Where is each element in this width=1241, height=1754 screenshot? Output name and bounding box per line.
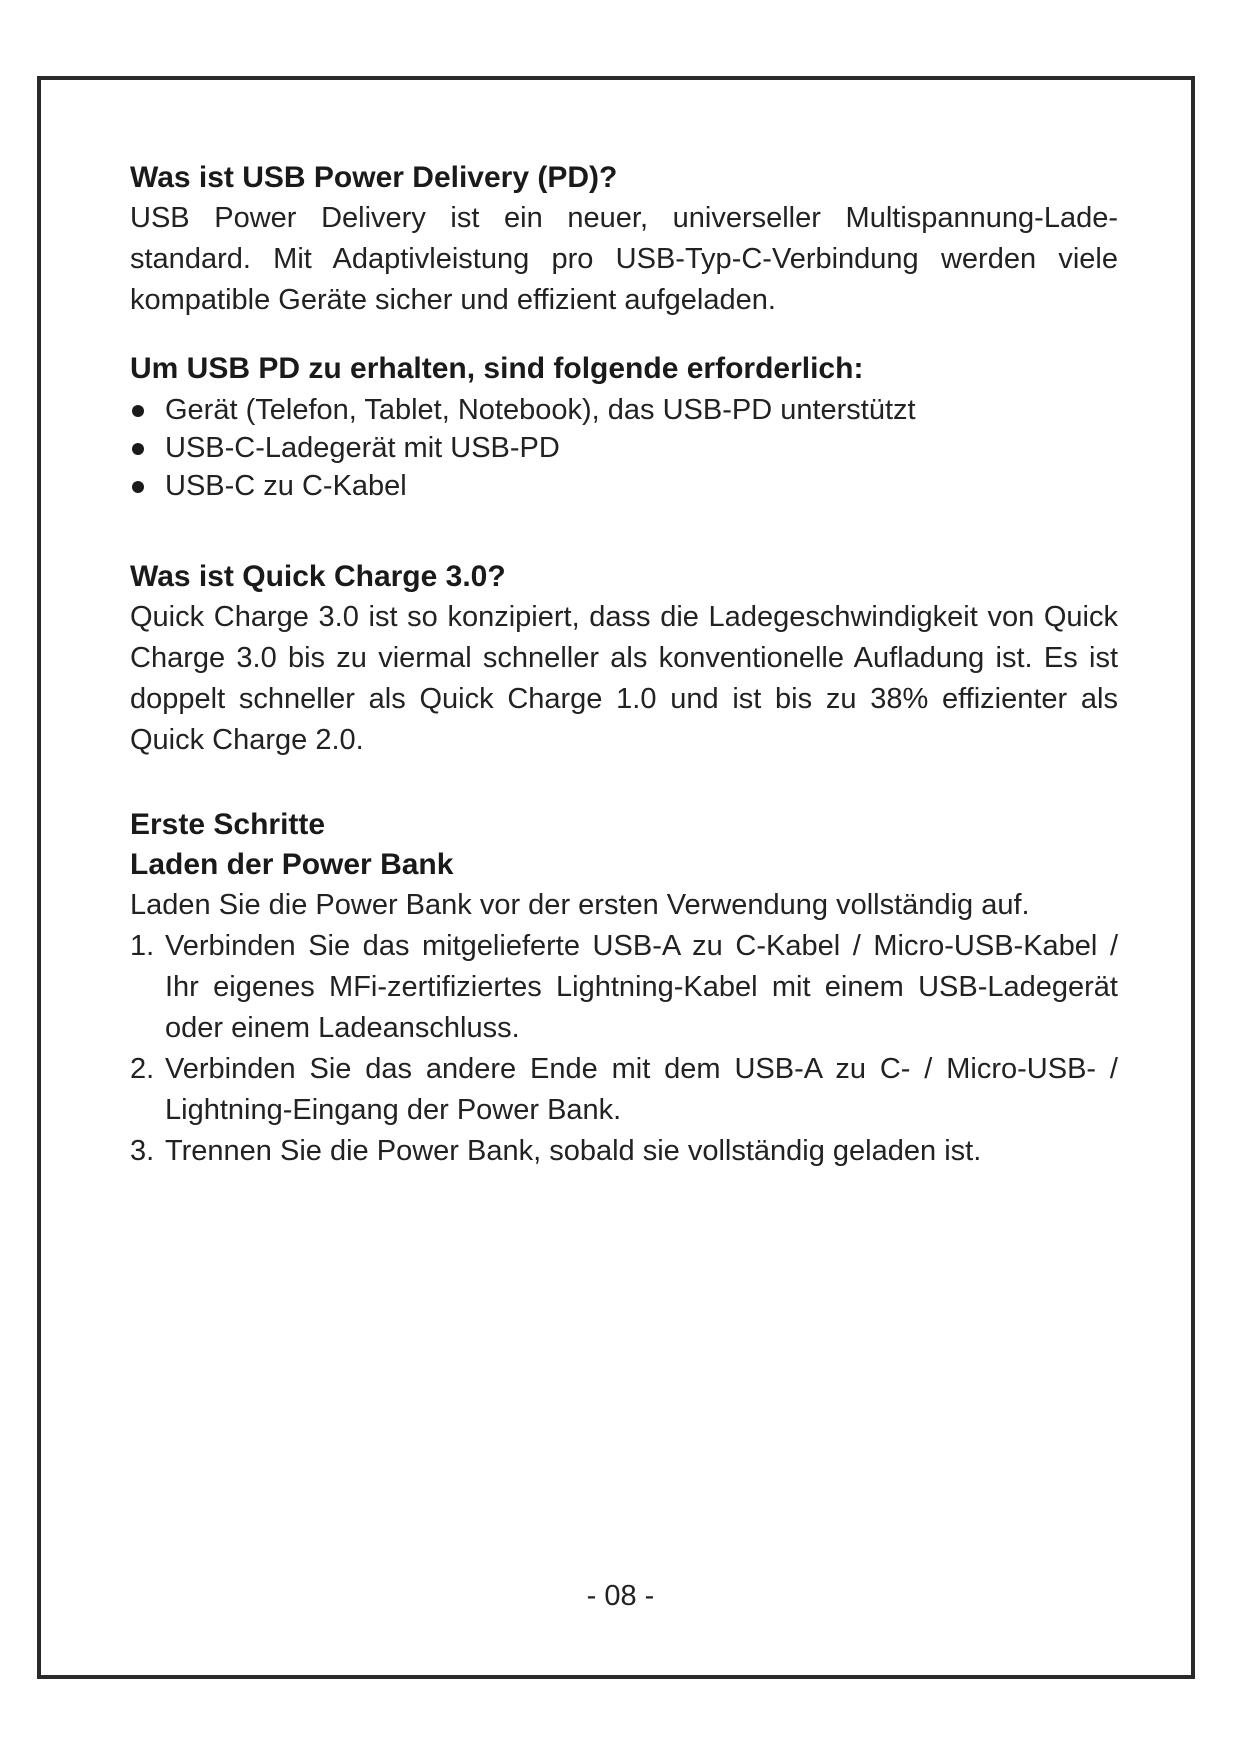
list-item: 1. Verbinden Sie das mitgelieferte USB-A zu C-Kabel / Micro-USB-Kabel / Ihr eigenes MFi-zertifiziertes Lightning-Kabel mit einem USB-Ladegerät oder einem Ladeanschluss. xyxy=(130,930,1118,1044)
requirements-heading: Um USB PD zu erhalten, sind folgende erforderlich: xyxy=(130,352,864,385)
bullet-icon xyxy=(132,481,144,493)
charging-subheading: Laden der Power Bank xyxy=(130,848,454,881)
usb-pd-body: USB Power Delivery ist ein neuer, universeller Multispannung-Lade-standard. Mit Adaptivleistung pro USB-Typ-C-Verbindung werden viele kompatible Geräte sicher und effizient aufgeladen. xyxy=(130,202,1118,316)
bullet-icon xyxy=(132,405,144,417)
page-content xyxy=(130,158,1118,1172)
usb-pd-heading: Was ist USB Power Delivery (PD)? xyxy=(130,161,618,194)
charging-steps xyxy=(130,926,1118,1172)
section-getting-started xyxy=(130,805,1118,1172)
list-item: USB-C-Ladegerät mit USB-PD xyxy=(130,429,1118,467)
quick-charge-body: Quick Charge 3.0 ist so konzipiert, dass die Ladegeschwindigkeit von Quick Charge 3.0 bis zu viermal schneller als konventionelle Aufladung ist. Es ist doppelt schneller als Quick Charge 1.0 und ist bis zu 38% effizienter als Quick Charge 2.0. xyxy=(130,601,1118,756)
requirements-list xyxy=(130,391,1118,505)
section-quick-charge xyxy=(130,557,1118,761)
section-usb-pd xyxy=(130,158,1118,321)
getting-started-heading: Erste Schritte xyxy=(130,808,326,841)
list-item: 3. Trennen Sie die Power Bank, sobald sie vollständig geladen ist. xyxy=(130,1135,982,1167)
charging-intro: Laden Sie die Power Bank vor der ersten Verwendung vollständig auf. xyxy=(130,889,1030,921)
bullet-icon xyxy=(132,443,144,455)
quick-charge-heading: Was ist Quick Charge 3.0? xyxy=(130,560,506,593)
list-item: USB-C zu C-Kabel xyxy=(130,467,1118,505)
list-item: Gerät (Telefon, Tablet, Notebook), das USB-PD unterstützt xyxy=(130,391,1118,429)
list-item: 2. Verbinden Sie das andere Ende mit dem USB-A zu C- / Micro-USB- / Lightning-Eingang der Power Bank. xyxy=(130,1053,1118,1126)
page-number: - 08 - xyxy=(586,1580,655,1612)
section-requirements xyxy=(130,349,1118,505)
